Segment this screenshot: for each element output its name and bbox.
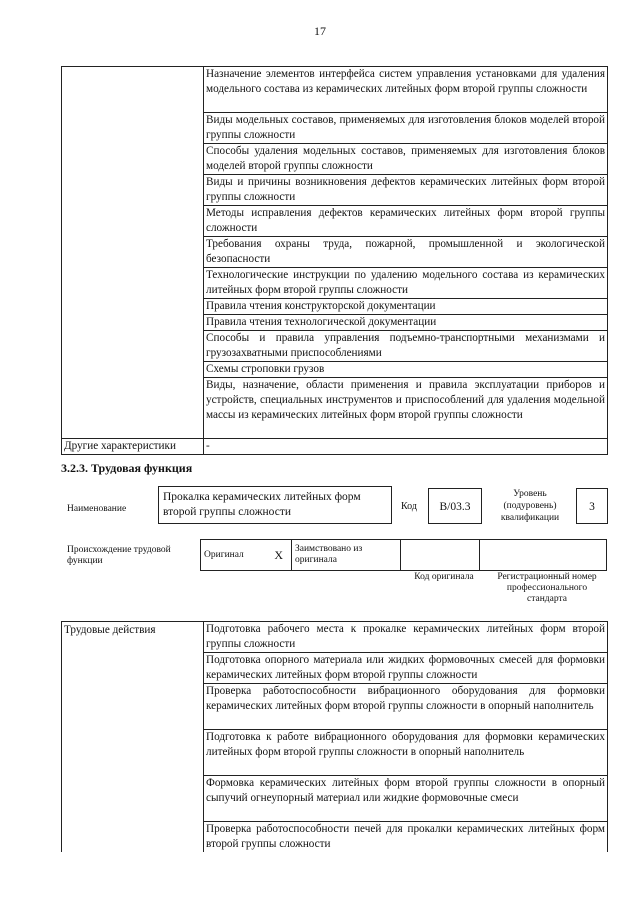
registration-number-caption: Регистрационный номер профессионального стандарта	[497, 572, 597, 604]
labor-action-row: Формовка керамических литейных форм второй группы сложности в опорный сыпучий огнеупорный материал или жидкие формовочные смеси	[204, 776, 608, 822]
knowledge-row: Технологические инструкции по удалению модельного состава из керамических литейных форм второй группы сложности	[204, 268, 608, 299]
knowledge-row: Схемы строповки грузов	[204, 362, 608, 378]
knowledge-row: Правила чтения технологической документации	[204, 315, 608, 331]
labor-action-row: Подготовка рабочего места к прокалке керамических литейных форм второй группы сложности	[204, 622, 608, 653]
knowledge-row: Способы удаления модельных составов, применяемых для изготовления блоков моделей второй группы сложности	[204, 144, 608, 175]
knowledge-row: Методы исправления дефектов керамических литейных форм второй группы сложности	[204, 206, 608, 237]
labor-actions-table	[61, 621, 608, 852]
level-label: Уровень (подуровень) квалификации	[500, 489, 560, 523]
origin-original-label: Оригинал	[201, 540, 267, 571]
origin-reg-cell	[480, 540, 607, 571]
knowledge-table	[61, 66, 608, 455]
origin-code-cell	[401, 540, 480, 571]
knowledge-row: Виды и причины возникновения дефектов керамических литейных форм второй группы сложности	[204, 175, 608, 206]
labor-action-row: Проверка работоспособности вибрационного оборудования для формовки керамических литейных форм второй группы сложности в опорный наполнитель	[204, 684, 608, 730]
labor-action-row: Подготовка к работе вибрационного оборудования для формовки керамических литейных форм второй группы сложности в опорный наполнитель	[204, 730, 608, 776]
other-characteristics-value: -	[204, 439, 608, 455]
origin-table	[200, 539, 607, 571]
origin-borrowed-label: Заимствовано из оригинала	[292, 540, 401, 571]
knowledge-row: Виды, назначение, области применения и правила эксплуатации приборов и устройств, специальных инструментов и приспособлений для удаления модельной массы из керамических литейных форм второй группы сложности	[204, 378, 608, 439]
code-original-caption: Код оригинала	[414, 572, 474, 582]
function-code-box: B/03.3	[428, 488, 482, 524]
origin-label: Происхождение трудовой функции	[67, 545, 171, 566]
knowledge-row: Правила чтения конструкторской документации	[204, 299, 608, 315]
function-name-box: Прокалка керамических литейных форм второй группы сложности	[158, 486, 392, 524]
section-title: 3.2.3. Трудовая функция	[61, 461, 193, 475]
knowledge-label-cell	[62, 67, 204, 439]
other-characteristics-label: Другие характеристики	[62, 439, 204, 455]
labor-action-row: Подготовка опорного материала или жидких формовочных смесей для формовки керамических литейных форм второй группы сложности	[204, 653, 608, 684]
name-label: Наименование	[67, 504, 127, 514]
labor-actions-label: Трудовые действия	[62, 622, 204, 853]
code-label: Код	[401, 501, 417, 512]
knowledge-row: Требования охраны труда, пожарной, промышленной и экологической безопасности	[204, 237, 608, 268]
origin-mark: X	[266, 540, 291, 571]
knowledge-row: Виды модельных составов, применяемых для изготовления блоков моделей второй группы сложности	[204, 113, 608, 144]
qualification-level-box: 3	[576, 488, 608, 524]
labor-action-row: Проверка работоспособности печей для прокалки керамических литейных форм второй группы сложности	[204, 822, 608, 853]
page-number: 17	[314, 24, 326, 38]
knowledge-row: Способы и правила управления подъемно-транспортными механизмами и грузозахватными приспособлениями	[204, 331, 608, 362]
knowledge-row: Назначение элементов интерфейса систем управления установками для удаления модельного состава из керамических литейных форм второй группы сложности	[204, 67, 608, 113]
